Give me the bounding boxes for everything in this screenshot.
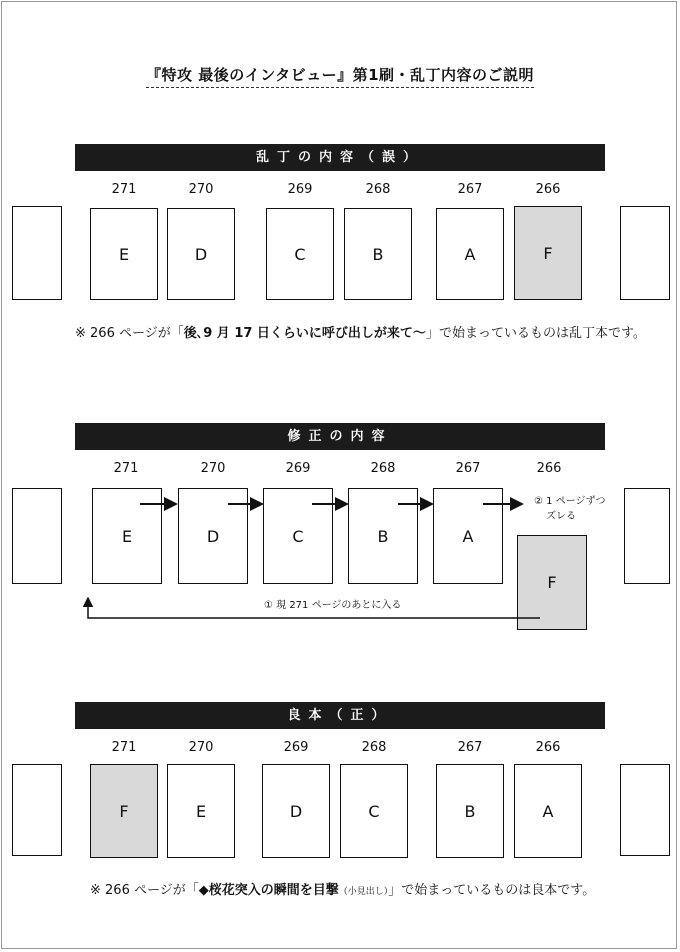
page-number: 270 [200,461,226,476]
correct-page-box: F [90,764,158,858]
page-box: E [167,764,235,858]
misplaced-page-box: F [514,206,582,300]
page-number: 269 [283,740,309,755]
document-title: 『特攻 最後のインタビュー』第1刷・乱丁内容のご説明 [0,64,680,85]
page-number: 269 [287,182,313,197]
insert-annotation: ① 現 271 ページのあとに入る [264,600,402,611]
page-number: 268 [365,182,391,197]
correct-note: ※ 266 ページが「◆桜花突入の瞬間を目撃（小見出し）」で始まっているものは良本です。 [90,883,596,898]
page-number: 267 [457,182,483,197]
page-box: B [436,764,504,858]
page-box: C [263,488,333,584]
section-header-correction: 修正の内容 [75,423,605,450]
page-number: 266 [536,461,562,476]
section-header-misprint: 乱丁の内容（誤） [75,144,605,171]
moved-page-box: F [517,535,587,630]
page-number: 271 [111,740,137,755]
page-number: 270 [188,740,214,755]
page-box: A [514,764,582,858]
section-header-correct: 良本（正） [75,702,605,729]
page-box: A [433,488,503,584]
page-box: B [348,488,418,584]
page-number: 268 [361,740,387,755]
page-number: 267 [457,740,483,755]
page-box: E [92,488,162,584]
page-number: 266 [535,740,561,755]
page-box: A [436,208,504,300]
page-box: E [90,208,158,300]
page-box: C [340,764,408,858]
page-box: D [262,764,330,858]
shift-annotation: ② 1 ページずつ ズレる [534,496,606,522]
page-number: 267 [455,461,481,476]
page-number: 271 [113,461,139,476]
page-box: B [344,208,412,300]
page-box: D [178,488,248,584]
page-number: 271 [111,182,137,197]
misprint-note: ※ 266 ページが「後､9 月 17 日くらいに呼び出しが来て〜」で始まっているものは乱丁本です。 [75,326,646,341]
adjacent-page-right [620,764,670,856]
page-number: 266 [535,182,561,197]
page-number: 268 [370,461,396,476]
adjacent-page-left [12,764,62,856]
page-box: C [266,208,334,300]
page-number: 269 [285,461,311,476]
page-box: D [167,208,235,300]
page-number: 270 [188,182,214,197]
